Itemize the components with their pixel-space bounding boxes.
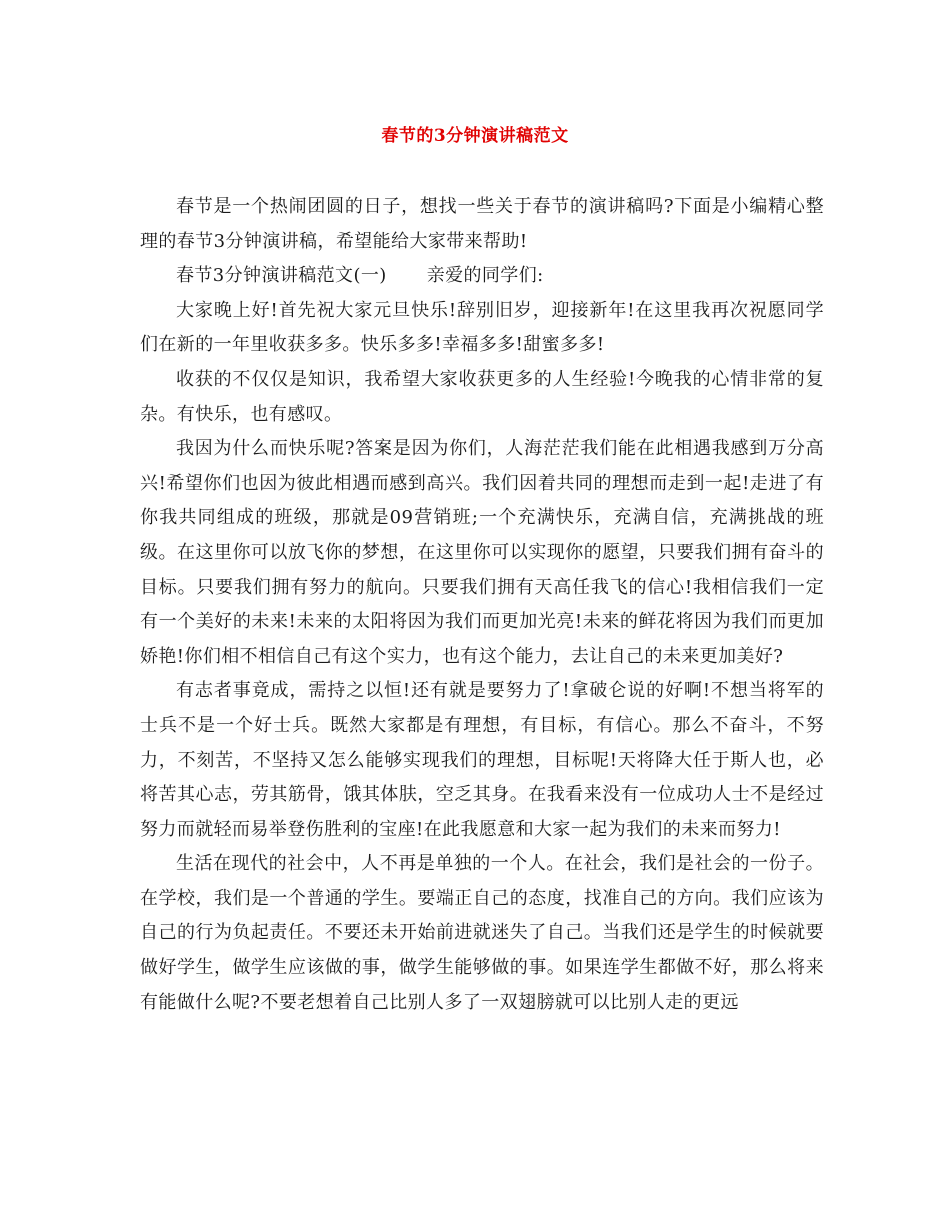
body-paragraph: 有志者事竟成，需持之以恒!还有就是要努力了!拿破仑说的好啊!不想当将军的士兵不是一个好士兵。既然大家都是有理想，有目标，有信心。那么不奋斗，不努力，不刻苦，不坚持又怎么能够实现我们的理想，目标呢!天将降大任于斯人也，必将苦其心志，劳其筋骨，饿其体肤，空乏其身。在我看来没有一位成功人士不是经过努力而就轻而易举登伤胜利的宝座!在此我愿意和大家一起为我们的未来而努力! xyxy=(140,680,824,840)
section-heading: 春节3分钟演讲稿范文(一) xyxy=(176,265,387,287)
document-title: 春节的3分钟演讲稿范文 xyxy=(381,126,569,146)
section-heading-line xyxy=(140,259,824,294)
body-paragraph: 收获的不仅仅是知识，我希望大家收获更多的人生经验!今晚我的心情非常的复杂。有快乐，也有感叹。 xyxy=(140,368,824,425)
intro-paragraph: 春节是一个热闹团圆的日子，想找一些关于春节的演讲稿吗?下面是小编精心整理的春节3分钟演讲稿，希望能给大家带来帮助! xyxy=(140,196,824,252)
body-paragraph: 大家晚上好!首先祝大家元旦快乐!辞别旧岁，迎接新年!在这里我再次祝愿同学们在新的一年里收获多多。快乐多多!幸福多多!甜蜜多多! xyxy=(140,299,824,356)
body-paragraph: 生活在现代的社会中，人不再是单独的一个人。在社会，我们是社会的一份子。在学校，我们是一个普通的学生。要端正自己的态度，找准自己的方向。我们应该为自己的行为负起责任。不要还未开始前进就迷失了自己。当我们还是学生的时候就要做好学生，做学生应该做的事，做学生能够做的事。如果连学生都做不好，那么将来有能做什么呢?不要老想着自己比别人多了一双翅膀就可以比别人走的更远 xyxy=(140,853,824,1013)
salutation: 亲爱的同学们: xyxy=(426,265,544,287)
body-paragraph: 我因为什么而快乐呢?答案是因为你们，人海茫茫我们能在此相遇我感到万分高兴!希望你们也因为彼此相遇而感到高兴。我们因着共同的理想而走到一起!走进了有你我共同组成的班级，那就是09营销班;一个充满快乐，充满自信，充满挑战的班级。在这里你可以放飞你的梦想，在这里你可以实现你的愿望，只要我们拥有奋斗的目标。只要我们拥有努力的航向。只要我们拥有天高任我飞的信心!我相信我们一定有一个美好的未来!未来的太阳将因为我们而更加光亮!未来的鲜花将因为我们而更加娇艳!你们相不相信自己有这个实力，也有这个能力，去让自己的未来更加美好? xyxy=(140,438,824,667)
document-body xyxy=(140,190,824,1020)
